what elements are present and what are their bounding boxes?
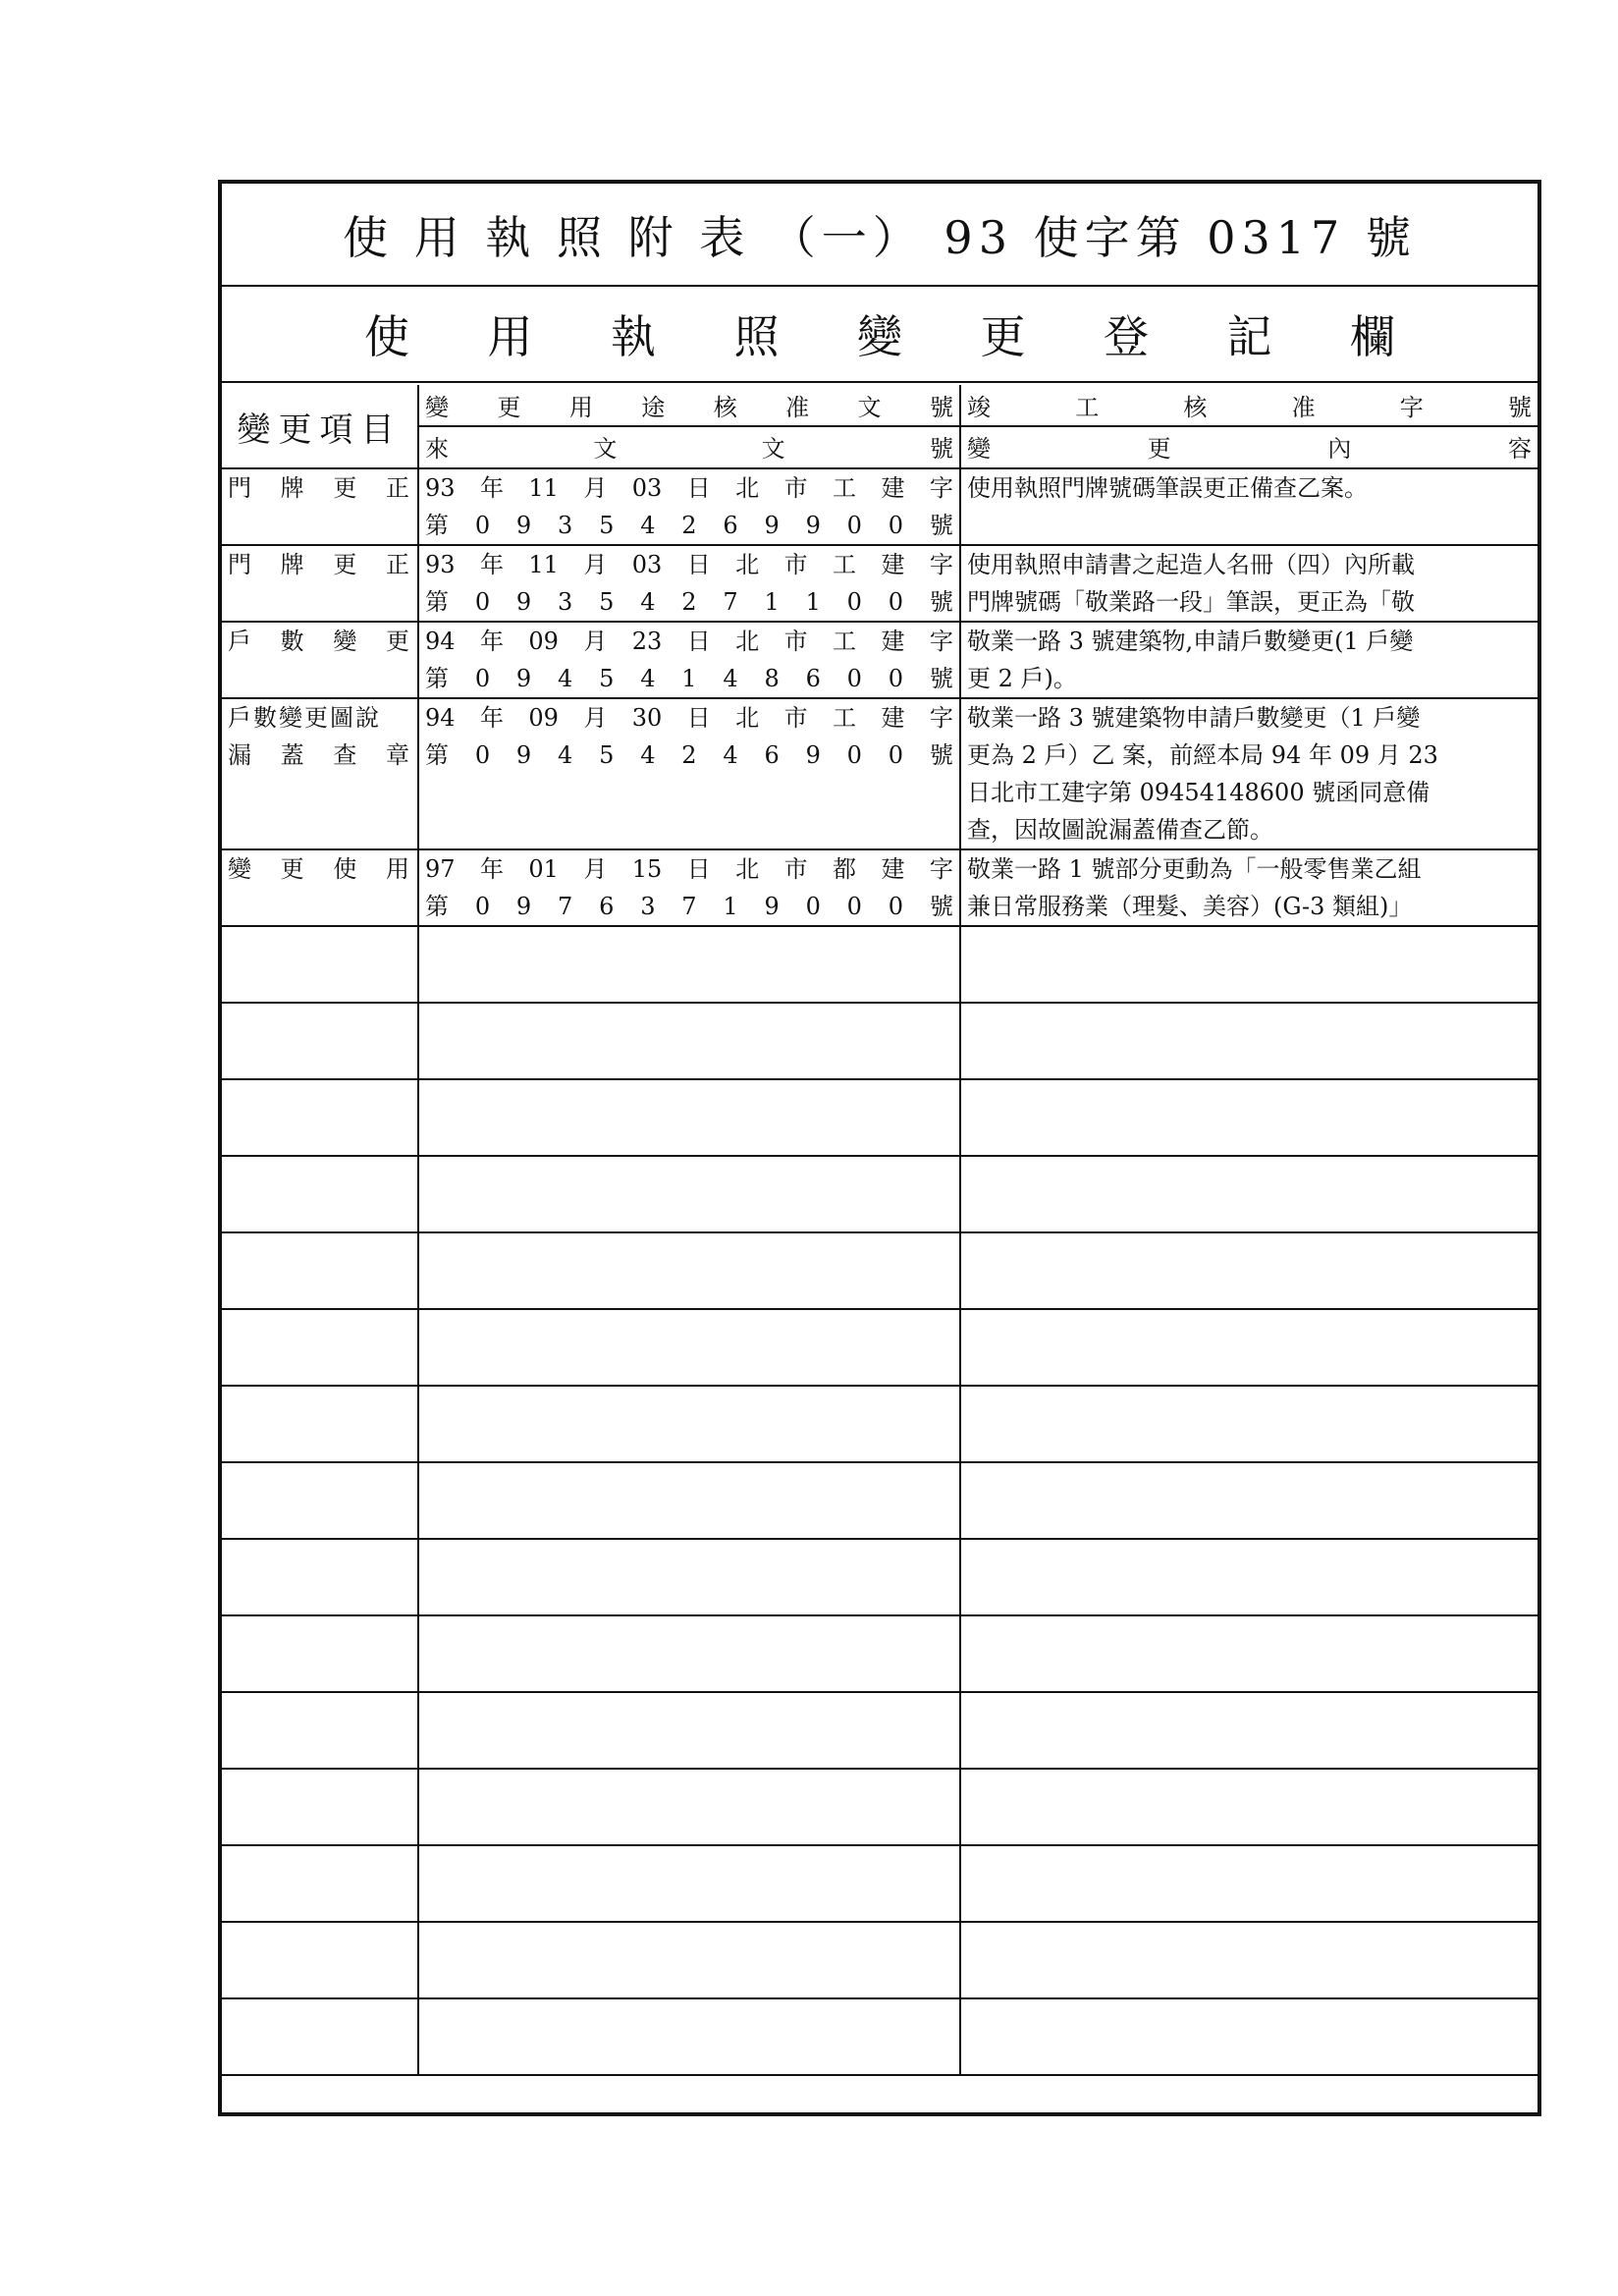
reference-token: 日 [686,704,711,732]
record-item-line [228,737,411,774]
reference-token: 2 [681,512,697,539]
empty-cell [960,1232,1537,1309]
reference-token: 6 [805,665,821,692]
header-char: 文 [761,435,785,464]
reference-token: 月 [583,628,608,655]
column-header-row-bottom [222,426,1537,468]
form-subtitle [222,287,1537,383]
subtitle-char: 記 [1226,310,1272,363]
record-item [222,698,418,849]
reference-token: 第 [425,665,449,692]
empty-cell [418,1003,960,1079]
record-item-char: 牌 [280,551,306,578]
reference-token: 月 [583,474,608,502]
reference-token: 4 [558,665,573,692]
header-char: 內 [1327,435,1352,464]
record-row [222,849,1537,926]
reference-token: 7 [681,893,697,920]
reference-token: 日 [686,855,711,883]
reference-token: 6 [764,741,780,769]
reference-token: 號 [929,512,953,539]
reference-token: 市 [783,551,808,578]
record-item-char: 更 [333,551,359,578]
content-line: 更為 2 戶）乙 案，前經本局 94 年 09 月 23 [967,741,1438,769]
empty-cell [222,1539,418,1615]
reference-token: 0 [888,588,904,616]
reference-line [425,623,953,660]
reference-token: 建 [881,474,905,502]
record-content [960,698,1537,849]
reference-token: 93 [425,474,456,502]
reference-token: 號 [929,893,953,920]
reference-token: 11 [528,474,559,502]
reference-token: 9 [515,741,532,769]
reference-token: 09 [528,628,559,655]
record-item-char: 正 [385,474,411,502]
record-content [960,849,1537,926]
reference-token: 號 [929,665,953,692]
empty-cell [222,1998,418,2075]
record-item-char: 門 [228,551,253,578]
reference-token: 0 [846,512,862,539]
empty-cell [418,1156,960,1232]
record-item [222,849,418,926]
subtitle-char: 照 [733,310,780,363]
reference-token: 2 [681,741,697,769]
empty-cell [960,1079,1537,1156]
reference-token: 9 [764,512,780,539]
record-row [222,622,1537,698]
reference-token: 0 [846,588,862,616]
empty-cell [960,1769,1537,1845]
reference-token: 0 [888,665,904,692]
record-item-char: 漏 [228,741,253,769]
record-item-char: 更 [385,628,411,655]
change-record-table [222,385,1537,2076]
record-reference [418,545,960,622]
subtitle-char: 執 [611,310,656,363]
reference-token: 9 [764,893,780,920]
reference-token: 1 [723,893,738,920]
reference-token: 4 [640,512,656,539]
form-title [222,184,1537,287]
reference-token: 1 [805,588,821,616]
header-char: 變 [967,435,991,464]
content-line: 查，因故圖說漏蓋備查乙節。 [967,816,1273,844]
empty-row [222,1462,1537,1539]
record-item-line [228,623,411,660]
column-header-content-bottom [960,426,1537,468]
empty-cell [418,1232,960,1309]
record-item-line [228,546,411,583]
empty-cell [222,1156,418,1232]
reference-token: 0 [474,588,491,616]
empty-cell [222,1692,418,1769]
reference-token: 年 [479,474,504,502]
subtitle-char: 用 [487,310,533,363]
empty-cell [960,1922,1537,1998]
subtitle-char: 登 [1104,310,1149,363]
record-content [960,622,1537,698]
record-content [960,545,1537,622]
empty-cell [418,1769,960,1845]
reference-token: 工 [833,628,857,655]
reference-token: 第 [425,512,449,539]
empty-row [222,1386,1537,1462]
record-item-line [228,469,411,507]
record-reference [418,622,960,698]
empty-row [222,1615,1537,1692]
reference-token: 北 [735,855,760,883]
empty-cell [222,1922,418,1998]
empty-cell [222,1079,418,1156]
reference-token: 年 [479,855,504,883]
reference-token: 93 [425,551,456,578]
record-item-char: 章 [385,741,411,769]
reference-line [425,583,953,621]
empty-cell [222,1462,418,1539]
subtitle-char: 使 [364,310,409,363]
empty-row [222,1079,1537,1156]
reference-token: 年 [479,628,504,655]
reference-token: 建 [881,628,905,655]
reference-token: 字 [929,628,953,655]
content-line: 使用執照門牌號碼筆誤更正備查乙案。 [967,474,1368,502]
reference-token: 4 [723,741,738,769]
reference-token: 5 [599,741,615,769]
record-item-char: 更 [333,474,359,502]
content-line: 日北市工建字第 09454148600 號函同意備 [967,779,1430,806]
reference-token: 0 [846,893,862,920]
empty-cell [418,1386,960,1462]
content-line: 兼日常服務業（理髮、美容）(G-3 類組)」 [967,893,1413,920]
reference-token: 30 [631,704,663,732]
record-item-char: 用 [385,855,411,883]
header-char: 准 [785,393,810,421]
record-item-char: 數 [280,628,306,655]
reference-token: 11 [528,551,559,578]
reference-token: 建 [881,551,905,578]
reference-token: 1 [764,588,780,616]
empty-row [222,1692,1537,1769]
reference-token: 4 [640,665,656,692]
reference-token: 月 [583,855,608,883]
reference-token: 號 [929,741,953,769]
reference-token: 0 [846,741,862,769]
reference-token: 9 [515,588,532,616]
header-char: 更 [497,393,521,421]
empty-row [222,1998,1537,2075]
reference-token: 94 [425,704,456,732]
record-item-char: 牌 [280,474,306,502]
empty-cell [418,1922,960,1998]
reference-token: 建 [881,704,905,732]
reference-line [425,699,953,737]
reference-token: 工 [833,704,857,732]
reference-token: 0 [805,893,821,920]
record-reference [418,468,960,545]
record-item-char: 門 [228,474,253,502]
reference-line [425,507,953,544]
reference-token: 字 [929,855,953,883]
record-item [222,622,418,698]
reference-token: 9 [515,893,532,920]
header-char: 用 [568,393,593,421]
reference-token: 市 [783,474,808,502]
form-subtitle-text [364,301,1395,366]
empty-cell [960,1309,1537,1386]
reference-token: 4 [558,741,573,769]
header-char: 准 [1291,393,1316,421]
header-char: 字 [1399,393,1424,421]
subtitle-char: 更 [980,310,1026,363]
content-line: 門牌號碼「敬業路一段」筆誤，更正為「敬 [967,588,1415,616]
empty-cell [960,1462,1537,1539]
reference-token: 北 [735,474,760,502]
header-char: 文 [857,393,882,421]
empty-cell [418,1615,960,1692]
reference-token: 1 [681,665,697,692]
reference-token: 9 [805,512,821,539]
header-char: 變 [425,393,449,421]
empty-cell [222,1615,418,1692]
reference-token: 9 [805,741,821,769]
reference-token: 0 [888,512,904,539]
reference-token: 日 [686,474,711,502]
record-item-char: 正 [385,551,411,578]
reference-token: 建 [881,855,905,883]
reference-token: 97 [425,855,456,883]
reference-token: 0 [888,893,904,920]
reference-token: 5 [599,588,615,616]
reference-line [425,546,953,583]
empty-cell [222,1845,418,1922]
record-reference [418,849,960,926]
reference-token: 第 [425,893,449,920]
column-header-item: 變更項目 [222,385,418,468]
empty-cell [222,1232,418,1309]
reference-token: 03 [631,551,663,578]
empty-row [222,1922,1537,1998]
header-char: 核 [713,393,737,421]
reference-token: 0 [846,665,862,692]
reference-token: 0 [474,665,491,692]
empty-cell [418,1692,960,1769]
reference-token: 09 [528,704,559,732]
record-item-char: 戶 [228,628,253,655]
reference-line [425,737,953,774]
record-item [222,468,418,545]
reference-token: 5 [599,512,615,539]
reference-token: 字 [929,704,953,732]
reference-token: 工 [833,551,857,578]
empty-cell [960,1692,1537,1769]
reference-token: 號 [929,588,953,616]
header-char: 號 [929,393,953,421]
empty-cell [222,926,418,1003]
reference-token: 都 [833,855,857,883]
record-item-char: 更 [280,855,306,883]
reference-token: 9 [515,665,532,692]
reference-token: 0 [474,512,491,539]
reference-token: 第 [425,588,449,616]
reference-token: 字 [929,474,953,502]
empty-row [222,1156,1537,1232]
empty-cell [418,1845,960,1922]
reference-token: 工 [833,474,857,502]
header-char: 號 [1507,393,1532,421]
empty-cell [418,1998,960,2075]
reference-token: 市 [783,855,808,883]
subtitle-char: 變 [857,310,902,363]
empty-cell [418,1079,960,1156]
empty-cell [960,926,1537,1003]
reference-token: 北 [735,551,760,578]
record-item-char: 變 [333,628,359,655]
reference-token: 4 [640,588,656,616]
content-line: 敬業一路 1 號部分更動為「一般零售業乙組 [967,855,1422,883]
reference-token: 6 [599,893,615,920]
subtitle-char: 欄 [1350,310,1395,363]
reference-token: 日 [686,628,711,655]
reference-token: 01 [528,855,559,883]
record-item-char: 使 [333,855,359,883]
record-item-char: 變 [228,855,253,883]
reference-line [425,469,953,507]
reference-token: 4 [723,665,738,692]
license-change-form [218,180,1541,2116]
reference-token: 4 [640,741,656,769]
content-line: 使用執照申請書之起造人名冊（四）內所載 [967,551,1415,578]
column-header-content-top [960,385,1537,426]
reference-token: 03 [631,474,663,502]
empty-row [222,1539,1537,1615]
empty-cell [960,1156,1537,1232]
empty-cell [960,1386,1537,1462]
reference-token: 6 [723,512,738,539]
reference-token: 月 [583,704,608,732]
empty-cell [960,1539,1537,1615]
record-item-line [228,850,411,888]
reference-token: 0 [474,741,491,769]
reference-token: 北 [735,704,760,732]
reference-token: 日 [686,551,711,578]
empty-row [222,926,1537,1003]
reference-token: 北 [735,628,760,655]
header-char: 竣 [967,393,991,421]
header-char: 容 [1507,435,1532,464]
reference-token: 3 [640,893,656,920]
empty-row [222,1845,1537,1922]
empty-row [222,1003,1537,1079]
header-char: 號 [929,435,953,464]
reference-token: 23 [631,628,663,655]
reference-token: 市 [783,704,808,732]
reference-token: 15 [631,855,663,883]
empty-cell [222,1769,418,1845]
record-item-char: 查 [333,741,359,769]
content-line: 更 2 戶)。 [967,665,1077,692]
record-reference [418,698,960,849]
header-char: 更 [1147,435,1171,464]
column-header-row-top [222,385,1537,426]
header-char: 來 [425,435,449,464]
record-item-line: 戶數變更圖說 [228,704,381,732]
column-header-doc-top [418,385,960,426]
header-char: 文 [593,435,618,464]
reference-token: 2 [681,588,697,616]
column-header-doc-bottom [418,426,960,468]
record-item [222,545,418,622]
reference-token: 3 [558,588,573,616]
header-char: 核 [1183,393,1208,421]
empty-row [222,1232,1537,1309]
empty-cell [418,1539,960,1615]
empty-row [222,1309,1537,1386]
empty-cell [222,1386,418,1462]
reference-token: 年 [479,704,504,732]
empty-cell [960,1998,1537,2075]
header-char: 途 [641,393,666,421]
reference-token: 9 [515,512,532,539]
reference-token: 第 [425,741,449,769]
empty-cell [418,1309,960,1386]
empty-cell [960,1615,1537,1692]
record-item-char: 蓋 [280,741,306,769]
form-title-text: 使 用 執 照 附 表 （一） 93 使字第 0317 號 [343,210,1417,264]
record-row [222,545,1537,622]
empty-cell [960,1845,1537,1922]
empty-cell [222,1309,418,1386]
record-content [960,468,1537,545]
reference-token: 月 [583,551,608,578]
empty-row [222,1769,1537,1845]
header-char: 工 [1075,393,1100,421]
record-row [222,468,1537,545]
record-row [222,698,1537,849]
reference-token: 0 [474,893,491,920]
content-line: 敬業一路 3 號建築物申請戶數變更（1 戶變 [967,704,1421,732]
reference-token: 7 [723,588,738,616]
reference-line [425,888,953,925]
reference-token: 市 [783,628,808,655]
reference-token: 3 [558,512,573,539]
reference-token: 5 [599,665,615,692]
reference-token: 年 [479,551,504,578]
reference-token: 字 [929,551,953,578]
reference-line [425,850,953,888]
content-line: 敬業一路 3 號建築物,申請戶數變更(1 戶變 [967,628,1414,655]
reference-token: 0 [888,741,904,769]
empty-cell [418,1462,960,1539]
empty-cell [222,1003,418,1079]
empty-cell [960,1003,1537,1079]
reference-token: 94 [425,628,456,655]
reference-token: 7 [558,893,573,920]
empty-cell [418,926,960,1003]
reference-token: 8 [764,665,780,692]
reference-line [425,660,953,697]
